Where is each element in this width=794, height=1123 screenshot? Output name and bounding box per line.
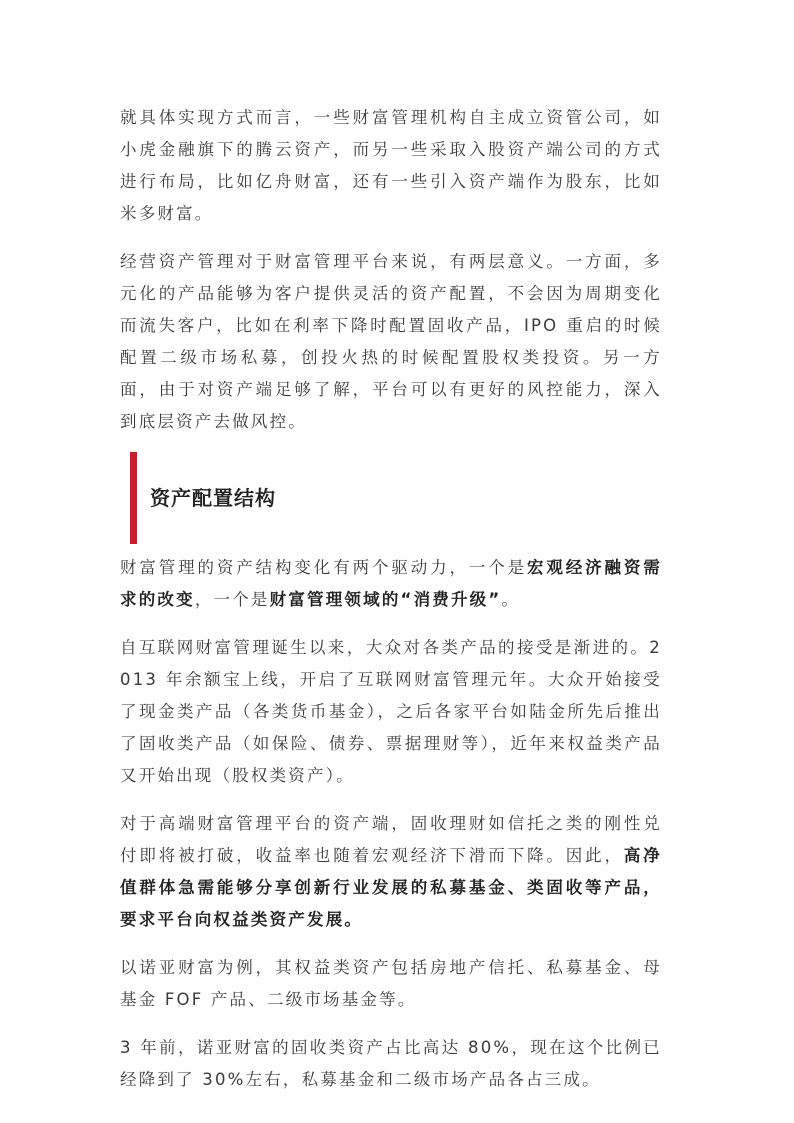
paragraph-product-evolution: 自互联网财富管理诞生以来，大众对各类产品的接受是渐进的。2013 年余额宝上线，开启了互联网财富管理元年。大众开始接受了现金类产品（各类货币基金），之后各家平台如陆金所先后推出了固收类产品（如保险、债券、票据理财等），近年来权益类产品又开始出现（股权类资产）。 [120,638,662,785]
drivers-highlight-2: 财富管理领域的“消费升级” [269,590,502,609]
paragraph-noah-ratio: 3 年前，诺亚财富的固收类资产占比高达 80%，现在这个比例已经降到了 30%左右，私募基金和二级市场产品各占三成。 [120,1038,662,1089]
paragraph-drivers [120,552,662,616]
heading-accent-bar [130,452,137,544]
high-end-text: 对于高端财富管理平台的资产端，固收理财如信托之类的刚性兑付即将被打破，收益率也随着宏观经济下滑而下降。因此， [120,814,662,865]
paragraph-asset-management-significance: 经营资产管理对于财富管理平台来说，有两层意义。一方面，多元化的产品能够为客户提供灵活的资产配置，不会因为周期变化而流失客户，比如在利率下降时配置固收产品，IPO 重启的时候配置二级市场私募，创投火热的时候配置股权类投资。另一方面，由于对资产端足够了解，平台可以有更好的风控能力，深入到底层资产去做风控。 [120,252,662,431]
paragraph-high-end-platforms [120,808,662,936]
article-body [120,102,662,1112]
section-title: 资产配置结构 [150,486,276,510]
drivers-text-1: 财富管理的资产结构变化有两个驱动力，一个是 [120,558,528,577]
paragraph-noah-example: 以诺亚财富为例，其权益类资产包括房地产信托、私募基金、母基金 FOF 产品、二级市场基金等。 [120,958,662,1009]
drivers-text-3: 。 [501,590,521,609]
high-end-highlight: 高净值群体急需能够分享创新行业发展的私募基金、类固收等产品，要求平台向权益类资产发展。 [120,846,663,929]
paragraph-implementation: 就具体实现方式而言，一些财富管理机构自主成立资管公司，如小虎金融旗下的腾云资产，而另一些采取入股资产端公司的方式进行布局，比如亿舟财富，还有一些引入资产端作为股东，比如米多财富。 [120,108,662,223]
section-heading [120,452,662,544]
drivers-text-2: ，一个是 [194,590,270,609]
drivers-highlight-1: 宏观经济融资需求的改变 [120,558,663,609]
